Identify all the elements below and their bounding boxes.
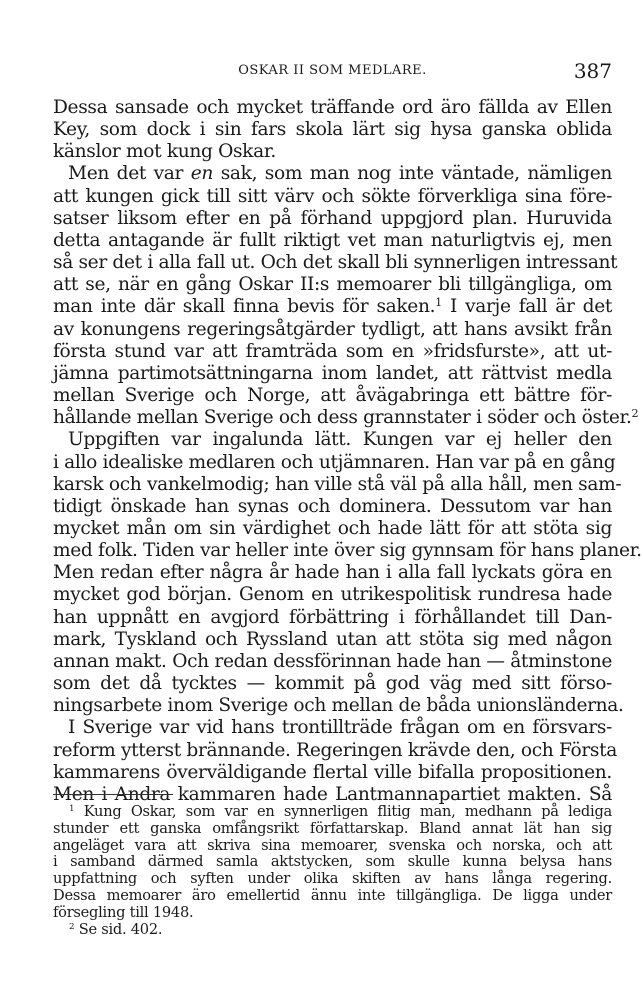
footnote-line <box>53 922 612 939</box>
text-line: satser liksom efter en på förhand uppgjord plan. Huruvida <box>53 207 612 229</box>
text-segment: Se sid. 402. <box>74 920 163 938</box>
footnotes <box>53 804 612 938</box>
text-line: mycket mån om sin värdighet och hade lätt för att stöta sig <box>53 517 612 539</box>
text-line: som det då tycktes — kommit på god väg med sitt förso- <box>53 673 612 695</box>
running-head <box>53 59 612 85</box>
text-line: karsk och vankelmodig; han ville stå väl på alla håll, men sam- <box>53 473 622 495</box>
text-line <box>53 163 612 185</box>
footnote-line: i samband därmed samla aktstycken, som skulle kunna belysa hans <box>53 853 612 871</box>
text-line: mellan Sverige och Norge, att åvägabringa ett bättre för- <box>53 385 612 407</box>
text-segment: I varje fall är det <box>441 296 612 318</box>
text-line: tidigt önskade han synas och dominera. Dessutom var han <box>53 495 612 517</box>
text-segment: man inte där skall finna bevis för saken. <box>53 296 436 318</box>
text-line: så ser det i alla fall ut. Och det skall bli synnerligen intressant <box>53 252 618 274</box>
text-line: att se, när en gång Oskar II:s memoarer bli tillgängliga, om <box>53 274 612 296</box>
footnote-line: försegling till 1948. <box>53 903 194 921</box>
footnote-line: uppfattning och syften under olika skiften av hans långa regering. <box>53 870 612 888</box>
footnote-line <box>53 804 612 821</box>
text-line: Key, som dock i sin fars skola lärt sig hysa ganska oblida <box>53 119 612 141</box>
footnote-divider <box>53 794 173 795</box>
text-line: mark, Tyskland och Ryssland utan att stöta sig med någon <box>53 628 612 650</box>
footnote-marker-2: 2 <box>69 921 75 932</box>
running-title: OSKAR II SOM MEDLARE. <box>238 63 427 78</box>
page-number: 387 <box>573 59 612 83</box>
text-line: känslor mot kung Oskar. <box>53 141 276 163</box>
footnote-line: stunder ett ganska omfångsrikt författarskap. Bland annat lät han sig <box>53 819 612 837</box>
text-line: Men i Andra kammaren hade Lantmannapartiet makten. Så <box>53 783 612 805</box>
text-line: första stund var att framträda som en »fridsfurste», att ut- <box>53 340 612 362</box>
text-line: Men redan efter några år hade han i alla fall lyckats göra en <box>53 562 612 584</box>
text-line: reform ytterst brännande. Regeringen krävde den, och Första <box>53 739 617 761</box>
body-text <box>53 97 642 806</box>
text-line: i allo idealiske medlaren och utjämnaren. Han var på en gång <box>53 451 616 473</box>
emphasis: en <box>190 163 214 185</box>
footnote-ref-1: 1 <box>435 296 442 310</box>
text-line: mycket god början. Genom en utrikespolitisk rundresa hade <box>53 584 612 606</box>
text-line: Dessa sansade och mycket träffande ord äro fällda av Ellen <box>53 97 612 118</box>
text-line: I Sverige var vid hans trontillträde frågan om en försvars- <box>68 717 612 739</box>
text-segment: sak, som man nog inte väntade, nämligen <box>213 163 612 185</box>
text-line: av konungens regeringsåtgärder tydligt, att hans avsikt från <box>53 318 612 340</box>
footnote-line: Dessa memoarer äro emellertid ännu inte tillgängliga. De ligga under <box>53 886 612 904</box>
text-segment: Kung Oskar, som var en synnerligen flitig man, medhann på lediga <box>74 803 612 820</box>
text-line: Uppgiften var ingalunda lätt. Kungen var ej heller den <box>68 429 612 451</box>
text-line: att kungen gick till sitt värv och sökte förverkliga sina före- <box>53 185 612 207</box>
footnote-marker-1: 1 <box>69 804 75 815</box>
text-line <box>53 407 639 429</box>
text-line: ningsarbete inom Sverige och mellan de båda unionsländerna. <box>53 695 624 717</box>
text-line: detta antagande är fullt riktigt vet man naturligtvis ej, men <box>53 229 612 251</box>
text-line: han uppnått en avgjord förbättring i förhållandet till Dan- <box>53 606 612 628</box>
text-line: jämna partimotsättningarna inom landet, att rättvist medla <box>53 362 612 384</box>
text-line <box>53 296 612 318</box>
footnote-ref-2: 2 <box>631 407 639 421</box>
text-line: kammarens överväldigande flertal ville bifalla propositionen. <box>53 761 612 783</box>
text-line: annan makt. Och redan dessförinnan hade han — åtminstone <box>53 650 612 672</box>
text-segment: Men det var <box>68 163 191 185</box>
footnote-line: angeläget vara att skriva sina memoarer, svenska och norska, och att <box>53 836 612 854</box>
text-segment: hållande mellan Sverige och dess grannstater i söder och öster. <box>53 407 632 429</box>
text-line: med folk. Tiden var heller inte över sig gynnsam för hans planer. <box>53 540 642 562</box>
